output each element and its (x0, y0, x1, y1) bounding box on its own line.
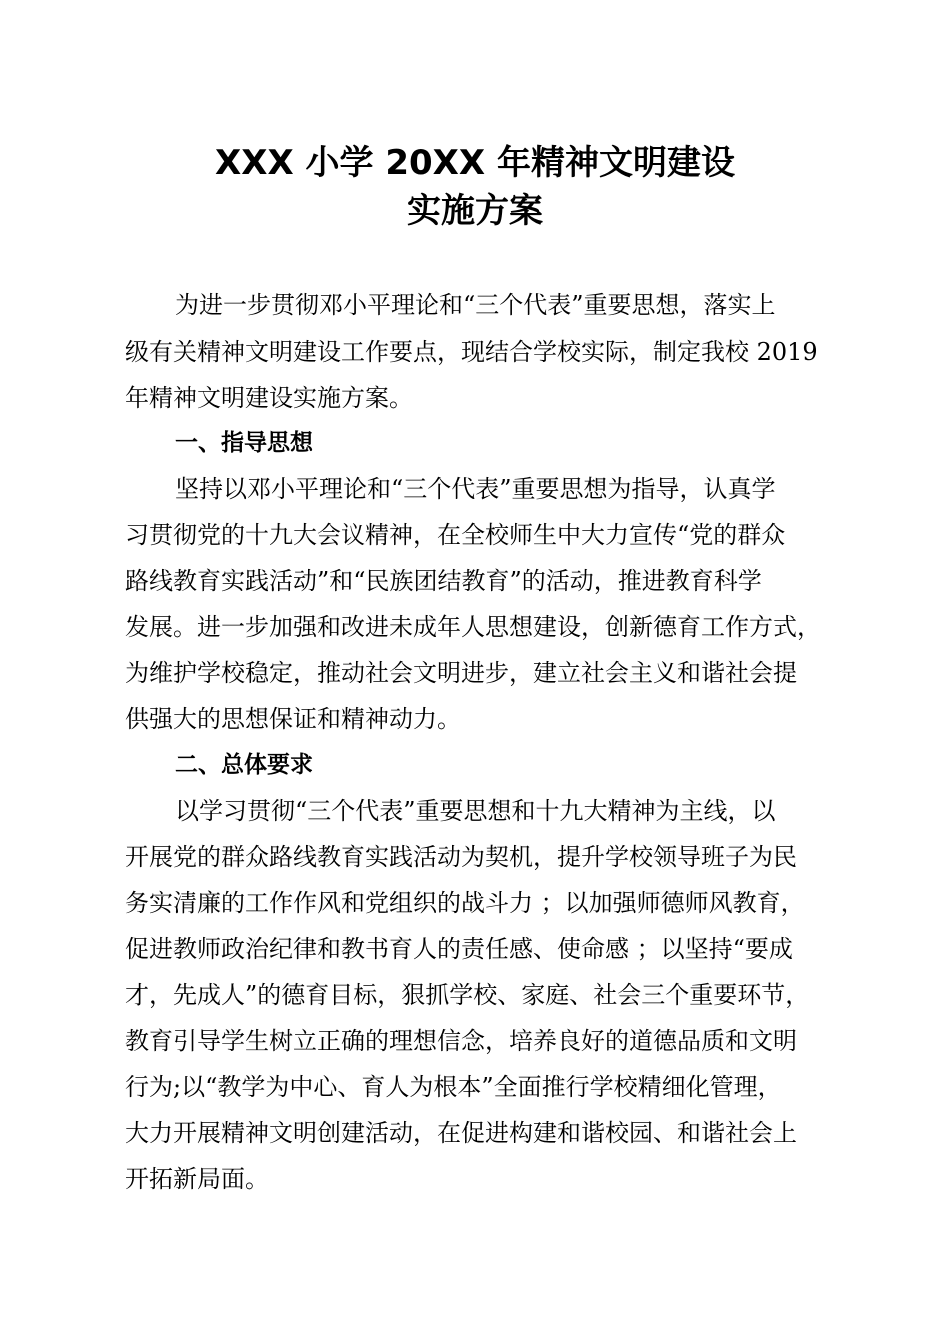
section-2-line-9: 开拓新局面。 (125, 1165, 269, 1193)
intro-line-1: 为进一步贯彻邓小平理论和“三个代表”重要思想，落实上 (175, 291, 776, 319)
section-1-line-2: 习贯彻党的十九大会议精神，在全校师生中大力宣传“党的群众 (125, 521, 786, 549)
section-1-heading: 一、指导思想 (175, 430, 313, 456)
section-1-line-1: 坚持以邓小平理论和“三个代表”重要思想为指导，认真学 (175, 475, 776, 503)
section-2-line-5: 才，先成人”的德育目标，狠抓学校、家庭、社会三个重要环节， (125, 981, 810, 1009)
document-title-line-1: XXX 小学 20XX 年精神文明建设 (215, 143, 735, 183)
section-2-line-8: 大力开展精神文明创建活动，在促进构建和谐校园、和谐社会上 (125, 1119, 797, 1147)
section-1-line-5: 为维护学校稳定，推动社会文明进步，建立社会主义和谐社会提 (125, 659, 797, 687)
section-2-line-6: 教育引导学生树立正确的理想信念，培养良好的道德品质和文明 (125, 1027, 797, 1055)
section-1-line-6: 供强大的思想保证和精神动力。 (125, 705, 461, 733)
section-2-line-3: 务实清廉的工作作风和党组织的战斗力 ；以加强师德师风教育， (125, 889, 805, 917)
section-2-heading: 二、总体要求 (175, 752, 313, 778)
section-1-line-3: 路线教育实践活动”和“民族团结教育”的活动，推进教育科学 (125, 567, 762, 595)
section-1-line-4: 发展。进一步加强和改进未成年人思想建设，创新德育工作方式， (125, 613, 821, 641)
document-title-line-2: 实施方案 (407, 191, 543, 231)
section-2-line-4: 促进教师政治纪律和教书育人的责任感、使命感 ；以坚持“要成 (125, 935, 793, 963)
intro-line-3: 年精神文明建设实施方案。 (125, 384, 413, 412)
section-2-line-2: 开展党的群众路线教育实践活动为契机，提升学校领导班子为民 (125, 843, 797, 871)
section-2-line-1: 以学习贯彻“三个代表”重要思想和十九大精神为主线，以 (175, 797, 776, 825)
section-2-line-7: 行为;以“教学为中心、育人为根本”全面推行学校精细化管理， (125, 1073, 782, 1101)
intro-line-2: 级有关精神文明建设工作要点，现结合学校实际，制定我校 2019 (125, 338, 818, 366)
